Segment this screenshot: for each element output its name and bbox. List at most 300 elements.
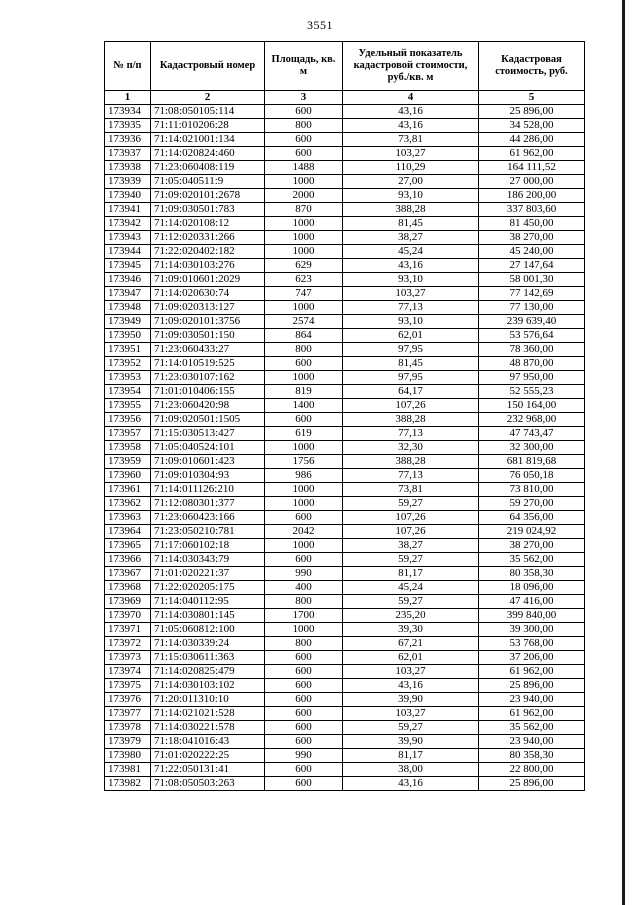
row-number-cell: 173960 bbox=[105, 469, 151, 483]
cadastral-value-cell: 150 164,00 bbox=[479, 399, 585, 413]
cadastral-value-cell: 52 555,23 bbox=[479, 385, 585, 399]
cadastral-value-cell: 78 360,00 bbox=[479, 343, 585, 357]
cadastral-value-table bbox=[104, 41, 585, 791]
unit-value-cell: 388,28 bbox=[343, 455, 479, 469]
table-row bbox=[105, 651, 585, 665]
row-number-cell: 173949 bbox=[105, 315, 151, 329]
area-cell: 864 bbox=[265, 329, 343, 343]
table-row bbox=[105, 469, 585, 483]
cadastral-value-cell: 239 639,40 bbox=[479, 315, 585, 329]
cadastral-number-cell: 71:23:060408:119 bbox=[151, 161, 265, 175]
unit-value-cell: 73,81 bbox=[343, 133, 479, 147]
table-row bbox=[105, 315, 585, 329]
table-row bbox=[105, 343, 585, 357]
row-number-cell: 173958 bbox=[105, 441, 151, 455]
table-row bbox=[105, 609, 585, 623]
area-cell: 1000 bbox=[265, 441, 343, 455]
unit-value-cell: 103,27 bbox=[343, 147, 479, 161]
area-cell: 1000 bbox=[265, 539, 343, 553]
cadastral-value-cell: 25 896,00 bbox=[479, 105, 585, 119]
unit-value-cell: 81,17 bbox=[343, 567, 479, 581]
cadastral-number-cell: 71:23:060420:98 bbox=[151, 399, 265, 413]
unit-value-cell: 43,16 bbox=[343, 259, 479, 273]
area-cell: 600 bbox=[265, 133, 343, 147]
table-row bbox=[105, 217, 585, 231]
row-number-cell: 173946 bbox=[105, 273, 151, 287]
unit-value-cell: 43,16 bbox=[343, 105, 479, 119]
area-cell: 600 bbox=[265, 105, 343, 119]
area-cell: 800 bbox=[265, 343, 343, 357]
area-cell: 600 bbox=[265, 777, 343, 791]
table-row bbox=[105, 273, 585, 287]
unit-value-cell: 64,17 bbox=[343, 385, 479, 399]
cadastral-value-cell: 81 450,00 bbox=[479, 217, 585, 231]
cadastral-number-cell: 71:18:041016:43 bbox=[151, 735, 265, 749]
unit-value-cell: 388,28 bbox=[343, 413, 479, 427]
unit-value-cell: 39,90 bbox=[343, 693, 479, 707]
area-cell: 600 bbox=[265, 721, 343, 735]
area-cell: 1488 bbox=[265, 161, 343, 175]
cadastral-number-cell: 71:12:080301:377 bbox=[151, 497, 265, 511]
unit-value-cell: 107,26 bbox=[343, 399, 479, 413]
area-cell: 600 bbox=[265, 763, 343, 777]
page-edge-line bbox=[622, 0, 625, 905]
row-number-cell: 173950 bbox=[105, 329, 151, 343]
row-number-cell: 173955 bbox=[105, 399, 151, 413]
cadastral-value-cell: 681 819,68 bbox=[479, 455, 585, 469]
row-number-cell: 173935 bbox=[105, 119, 151, 133]
area-cell: 600 bbox=[265, 553, 343, 567]
table-row bbox=[105, 175, 585, 189]
row-number-cell: 173969 bbox=[105, 595, 151, 609]
unit-value-cell: 235,20 bbox=[343, 609, 479, 623]
area-cell: 2000 bbox=[265, 189, 343, 203]
header-area: Площадь, кв. м bbox=[265, 42, 343, 91]
header-unit-value: Удельный показатель кадастровой стоимости, руб./кв. м bbox=[343, 42, 479, 91]
cadastral-value-cell: 186 200,00 bbox=[479, 189, 585, 203]
table-row bbox=[105, 133, 585, 147]
row-number-cell: 173973 bbox=[105, 651, 151, 665]
unit-value-cell: 103,27 bbox=[343, 287, 479, 301]
table-row bbox=[105, 679, 585, 693]
row-number-cell: 173961 bbox=[105, 483, 151, 497]
unit-value-cell: 110,29 bbox=[343, 161, 479, 175]
cadastral-value-cell: 47 416,00 bbox=[479, 595, 585, 609]
cadastral-value-cell: 61 962,00 bbox=[479, 665, 585, 679]
row-number-cell: 173956 bbox=[105, 413, 151, 427]
table-row bbox=[105, 203, 585, 217]
area-cell: 600 bbox=[265, 665, 343, 679]
area-cell: 600 bbox=[265, 147, 343, 161]
table-row bbox=[105, 441, 585, 455]
cadastral-number-cell: 71:09:010601:2029 bbox=[151, 273, 265, 287]
table-row bbox=[105, 721, 585, 735]
cadastral-number-cell: 71:23:030107:162 bbox=[151, 371, 265, 385]
cadastral-value-cell: 73 810,00 bbox=[479, 483, 585, 497]
column-number: 4 bbox=[343, 91, 479, 105]
row-number-cell: 173957 bbox=[105, 427, 151, 441]
unit-value-cell: 103,27 bbox=[343, 707, 479, 721]
unit-value-cell: 59,27 bbox=[343, 595, 479, 609]
area-cell: 990 bbox=[265, 567, 343, 581]
cadastral-number-cell: 71:14:011126:210 bbox=[151, 483, 265, 497]
table-row bbox=[105, 259, 585, 273]
row-number-cell: 173934 bbox=[105, 105, 151, 119]
cadastral-number-cell: 71:15:030513:427 bbox=[151, 427, 265, 441]
area-cell: 1000 bbox=[265, 231, 343, 245]
cadastral-value-cell: 164 111,52 bbox=[479, 161, 585, 175]
area-cell: 800 bbox=[265, 595, 343, 609]
cadastral-number-cell: 71:20:011310:10 bbox=[151, 693, 265, 707]
table-row bbox=[105, 357, 585, 371]
area-cell: 619 bbox=[265, 427, 343, 441]
row-number-cell: 173979 bbox=[105, 735, 151, 749]
unit-value-cell: 81,45 bbox=[343, 217, 479, 231]
unit-value-cell: 67,21 bbox=[343, 637, 479, 651]
area-cell: 819 bbox=[265, 385, 343, 399]
unit-value-cell: 59,27 bbox=[343, 497, 479, 511]
row-number-cell: 173952 bbox=[105, 357, 151, 371]
table-row bbox=[105, 623, 585, 637]
unit-value-cell: 43,16 bbox=[343, 679, 479, 693]
row-number-cell: 173965 bbox=[105, 539, 151, 553]
row-number-cell: 173974 bbox=[105, 665, 151, 679]
row-number-cell: 173966 bbox=[105, 553, 151, 567]
unit-value-cell: 62,01 bbox=[343, 651, 479, 665]
unit-value-cell: 62,01 bbox=[343, 329, 479, 343]
cadastral-number-cell: 71:14:030103:276 bbox=[151, 259, 265, 273]
table-row bbox=[105, 329, 585, 343]
area-cell: 1000 bbox=[265, 623, 343, 637]
table-row bbox=[105, 511, 585, 525]
cadastral-value-cell: 45 240,00 bbox=[479, 245, 585, 259]
cadastral-number-cell: 71:14:010519:525 bbox=[151, 357, 265, 371]
cadastral-value-cell: 27 000,00 bbox=[479, 175, 585, 189]
cadastral-number-cell: 71:12:020331:266 bbox=[151, 231, 265, 245]
area-cell: 1000 bbox=[265, 217, 343, 231]
table-row bbox=[105, 539, 585, 553]
cadastral-number-cell: 71:01:020221:37 bbox=[151, 567, 265, 581]
column-number: 3 bbox=[265, 91, 343, 105]
cadastral-number-cell: 71:08:050105:114 bbox=[151, 105, 265, 119]
cadastral-value-cell: 35 562,00 bbox=[479, 721, 585, 735]
table-row bbox=[105, 763, 585, 777]
cadastral-value-cell: 23 940,00 bbox=[479, 693, 585, 707]
unit-value-cell: 103,27 bbox=[343, 665, 479, 679]
row-number-cell: 173942 bbox=[105, 217, 151, 231]
area-cell: 747 bbox=[265, 287, 343, 301]
row-number-cell: 173936 bbox=[105, 133, 151, 147]
row-number-cell: 173982 bbox=[105, 777, 151, 791]
cadastral-number-cell: 71:05:040524:101 bbox=[151, 441, 265, 455]
row-number-cell: 173977 bbox=[105, 707, 151, 721]
cadastral-number-cell: 71:17:060102:18 bbox=[151, 539, 265, 553]
cadastral-value-cell: 53 768,00 bbox=[479, 637, 585, 651]
cadastral-number-cell: 71:14:030339:24 bbox=[151, 637, 265, 651]
cadastral-number-cell: 71:08:050503:263 bbox=[151, 777, 265, 791]
cadastral-value-cell: 77 142,69 bbox=[479, 287, 585, 301]
row-number-cell: 173945 bbox=[105, 259, 151, 273]
cadastral-value-cell: 97 950,00 bbox=[479, 371, 585, 385]
cadastral-value-cell: 25 896,00 bbox=[479, 679, 585, 693]
row-number-cell: 173978 bbox=[105, 721, 151, 735]
unit-value-cell: 32,30 bbox=[343, 441, 479, 455]
row-number-cell: 173947 bbox=[105, 287, 151, 301]
table-row bbox=[105, 147, 585, 161]
header-cadastral-value: Кадастровая стоимость, руб. bbox=[479, 42, 585, 91]
cadastral-number-cell: 71:09:010304:93 bbox=[151, 469, 265, 483]
row-number-cell: 173976 bbox=[105, 693, 151, 707]
cadastral-value-cell: 25 896,00 bbox=[479, 777, 585, 791]
cadastral-number-cell: 71:05:040511:9 bbox=[151, 175, 265, 189]
area-cell: 870 bbox=[265, 203, 343, 217]
cadastral-value-cell: 80 358,30 bbox=[479, 567, 585, 581]
row-number-cell: 173981 bbox=[105, 763, 151, 777]
table-row bbox=[105, 105, 585, 119]
column-number: 5 bbox=[479, 91, 585, 105]
row-number-cell: 173963 bbox=[105, 511, 151, 525]
table-row bbox=[105, 413, 585, 427]
cadastral-number-cell: 71:22:020402:182 bbox=[151, 245, 265, 259]
unit-value-cell: 45,24 bbox=[343, 581, 479, 595]
table-row bbox=[105, 567, 585, 581]
area-cell: 400 bbox=[265, 581, 343, 595]
unit-value-cell: 93,10 bbox=[343, 189, 479, 203]
cadastral-value-cell: 399 840,00 bbox=[479, 609, 585, 623]
table-row bbox=[105, 553, 585, 567]
area-cell: 600 bbox=[265, 707, 343, 721]
row-number-cell: 173954 bbox=[105, 385, 151, 399]
area-cell: 600 bbox=[265, 651, 343, 665]
table-row bbox=[105, 371, 585, 385]
row-number-cell: 173939 bbox=[105, 175, 151, 189]
area-cell: 1000 bbox=[265, 497, 343, 511]
cadastral-value-cell: 38 270,00 bbox=[479, 539, 585, 553]
cadastral-value-cell: 61 962,00 bbox=[479, 147, 585, 161]
table-row bbox=[105, 301, 585, 315]
unit-value-cell: 93,10 bbox=[343, 273, 479, 287]
cadastral-value-cell: 18 096,00 bbox=[479, 581, 585, 595]
table-row bbox=[105, 161, 585, 175]
cadastral-number-cell: 71:23:050210:781 bbox=[151, 525, 265, 539]
cadastral-value-cell: 232 968,00 bbox=[479, 413, 585, 427]
area-cell: 1000 bbox=[265, 175, 343, 189]
cadastral-number-cell: 71:22:020205:175 bbox=[151, 581, 265, 595]
row-number-cell: 173972 bbox=[105, 637, 151, 651]
area-cell: 600 bbox=[265, 413, 343, 427]
table-row bbox=[105, 749, 585, 763]
unit-value-cell: 107,26 bbox=[343, 511, 479, 525]
area-cell: 600 bbox=[265, 511, 343, 525]
table-row bbox=[105, 189, 585, 203]
unit-value-cell: 81,17 bbox=[343, 749, 479, 763]
cadastral-value-cell: 76 050,18 bbox=[479, 469, 585, 483]
cadastral-value-cell: 48 870,00 bbox=[479, 357, 585, 371]
table-row bbox=[105, 497, 585, 511]
area-cell: 600 bbox=[265, 357, 343, 371]
table-row bbox=[105, 595, 585, 609]
area-cell: 986 bbox=[265, 469, 343, 483]
area-cell: 1000 bbox=[265, 483, 343, 497]
table-row bbox=[105, 693, 585, 707]
cadastral-number-cell: 71:14:020824:460 bbox=[151, 147, 265, 161]
unit-value-cell: 39,30 bbox=[343, 623, 479, 637]
cadastral-value-cell: 44 286,00 bbox=[479, 133, 585, 147]
unit-value-cell: 77,13 bbox=[343, 469, 479, 483]
unit-value-cell: 77,13 bbox=[343, 427, 479, 441]
area-cell: 1000 bbox=[265, 301, 343, 315]
row-number-cell: 173967 bbox=[105, 567, 151, 581]
page-number: 3551 bbox=[307, 18, 333, 32]
area-cell: 2042 bbox=[265, 525, 343, 539]
unit-value-cell: 97,95 bbox=[343, 343, 479, 357]
column-number: 2 bbox=[151, 91, 265, 105]
table-row bbox=[105, 455, 585, 469]
unit-value-cell: 77,13 bbox=[343, 301, 479, 315]
cadastral-number-cell: 71:14:030343:79 bbox=[151, 553, 265, 567]
area-cell: 1400 bbox=[265, 399, 343, 413]
table-row bbox=[105, 245, 585, 259]
cadastral-value-cell: 80 358,30 bbox=[479, 749, 585, 763]
header-cadastral-number: Кадастровый номер bbox=[151, 42, 265, 91]
row-number-cell: 173968 bbox=[105, 581, 151, 595]
cadastral-number-cell: 71:23:060433:27 bbox=[151, 343, 265, 357]
area-cell: 629 bbox=[265, 259, 343, 273]
unit-value-cell: 38,27 bbox=[343, 231, 479, 245]
unit-value-cell: 107,26 bbox=[343, 525, 479, 539]
cadastral-number-cell: 71:14:030103:102 bbox=[151, 679, 265, 693]
row-number-cell: 173970 bbox=[105, 609, 151, 623]
cadastral-number-cell: 71:14:030221:578 bbox=[151, 721, 265, 735]
row-number-cell: 173938 bbox=[105, 161, 151, 175]
cadastral-value-cell: 61 962,00 bbox=[479, 707, 585, 721]
cadastral-value-cell: 219 024,92 bbox=[479, 525, 585, 539]
cadastral-value-cell: 37 206,00 bbox=[479, 651, 585, 665]
cadastral-number-cell: 71:05:060812:100 bbox=[151, 623, 265, 637]
cadastral-number-cell: 71:09:030501:783 bbox=[151, 203, 265, 217]
unit-value-cell: 38,00 bbox=[343, 763, 479, 777]
cadastral-number-cell: 71:11:010206:28 bbox=[151, 119, 265, 133]
cadastral-number-cell: 71:01:020222:25 bbox=[151, 749, 265, 763]
cadastral-number-cell: 71:09:010601:423 bbox=[151, 455, 265, 469]
row-number-cell: 173937 bbox=[105, 147, 151, 161]
area-cell: 800 bbox=[265, 119, 343, 133]
cadastral-value-cell: 23 940,00 bbox=[479, 735, 585, 749]
cadastral-number-cell: 71:15:030611:363 bbox=[151, 651, 265, 665]
row-number-cell: 173964 bbox=[105, 525, 151, 539]
row-number-cell: 173948 bbox=[105, 301, 151, 315]
cadastral-number-cell: 71:09:020101:3756 bbox=[151, 315, 265, 329]
row-number-cell: 173962 bbox=[105, 497, 151, 511]
row-number-cell: 173951 bbox=[105, 343, 151, 357]
cadastral-number-cell: 71:09:030501:150 bbox=[151, 329, 265, 343]
table-row bbox=[105, 231, 585, 245]
cadastral-number-cell: 71:09:020101:2678 bbox=[151, 189, 265, 203]
area-cell: 990 bbox=[265, 749, 343, 763]
cadastral-value-cell: 39 300,00 bbox=[479, 623, 585, 637]
cadastral-number-cell: 71:14:020825:479 bbox=[151, 665, 265, 679]
unit-value-cell: 39,90 bbox=[343, 735, 479, 749]
row-number-cell: 173943 bbox=[105, 231, 151, 245]
area-cell: 623 bbox=[265, 273, 343, 287]
row-number-cell: 173944 bbox=[105, 245, 151, 259]
cadastral-number-cell: 71:22:050131:41 bbox=[151, 763, 265, 777]
cadastral-number-cell: 71:23:060423:166 bbox=[151, 511, 265, 525]
area-cell: 600 bbox=[265, 735, 343, 749]
cadastral-number-cell: 71:01:010406:155 bbox=[151, 385, 265, 399]
unit-value-cell: 43,16 bbox=[343, 119, 479, 133]
table-row bbox=[105, 637, 585, 651]
column-number-row bbox=[105, 91, 585, 105]
table-row bbox=[105, 385, 585, 399]
unit-value-cell: 43,16 bbox=[343, 777, 479, 791]
table-row bbox=[105, 287, 585, 301]
cadastral-number-cell: 71:14:021021:528 bbox=[151, 707, 265, 721]
unit-value-cell: 59,27 bbox=[343, 721, 479, 735]
cadastral-value-cell: 64 356,00 bbox=[479, 511, 585, 525]
table-row bbox=[105, 735, 585, 749]
header-row-number: № п/п bbox=[105, 42, 151, 91]
cadastral-value-cell: 53 576,64 bbox=[479, 329, 585, 343]
cadastral-number-cell: 71:14:040112:95 bbox=[151, 595, 265, 609]
unit-value-cell: 59,27 bbox=[343, 553, 479, 567]
table-row bbox=[105, 399, 585, 413]
area-cell: 800 bbox=[265, 637, 343, 651]
table-row bbox=[105, 525, 585, 539]
cadastral-value-cell: 34 528,00 bbox=[479, 119, 585, 133]
table-row bbox=[105, 665, 585, 679]
unit-value-cell: 81,45 bbox=[343, 357, 479, 371]
row-number-cell: 173953 bbox=[105, 371, 151, 385]
cadastral-value-cell: 38 270,00 bbox=[479, 231, 585, 245]
cadastral-value-cell: 35 562,00 bbox=[479, 553, 585, 567]
table-row bbox=[105, 483, 585, 497]
unit-value-cell: 45,24 bbox=[343, 245, 479, 259]
area-cell: 2574 bbox=[265, 315, 343, 329]
row-number-cell: 173941 bbox=[105, 203, 151, 217]
table-row bbox=[105, 777, 585, 791]
unit-value-cell: 93,10 bbox=[343, 315, 479, 329]
area-cell: 600 bbox=[265, 679, 343, 693]
cadastral-number-cell: 71:09:020501:1505 bbox=[151, 413, 265, 427]
unit-value-cell: 97,95 bbox=[343, 371, 479, 385]
cadastral-value-cell: 22 800,00 bbox=[479, 763, 585, 777]
cadastral-value-cell: 77 130,00 bbox=[479, 301, 585, 315]
table-row bbox=[105, 119, 585, 133]
area-cell: 1000 bbox=[265, 371, 343, 385]
cadastral-number-cell: 71:14:030801:145 bbox=[151, 609, 265, 623]
row-number-cell: 173980 bbox=[105, 749, 151, 763]
area-cell: 600 bbox=[265, 693, 343, 707]
area-cell: 1756 bbox=[265, 455, 343, 469]
cadastral-value-cell: 27 147,64 bbox=[479, 259, 585, 273]
cadastral-value-cell: 47 743,47 bbox=[479, 427, 585, 441]
column-number: 1 bbox=[105, 91, 151, 105]
row-number-cell: 173959 bbox=[105, 455, 151, 469]
cadastral-value-cell: 59 270,00 bbox=[479, 497, 585, 511]
row-number-cell: 173940 bbox=[105, 189, 151, 203]
unit-value-cell: 388,28 bbox=[343, 203, 479, 217]
area-cell: 1700 bbox=[265, 609, 343, 623]
table-row bbox=[105, 581, 585, 595]
area-cell: 1000 bbox=[265, 245, 343, 259]
header-row bbox=[105, 42, 585, 91]
table-row bbox=[105, 427, 585, 441]
row-number-cell: 173971 bbox=[105, 623, 151, 637]
cadastral-number-cell: 71:14:020630:74 bbox=[151, 287, 265, 301]
unit-value-cell: 73,81 bbox=[343, 483, 479, 497]
cadastral-value-cell: 32 300,00 bbox=[479, 441, 585, 455]
